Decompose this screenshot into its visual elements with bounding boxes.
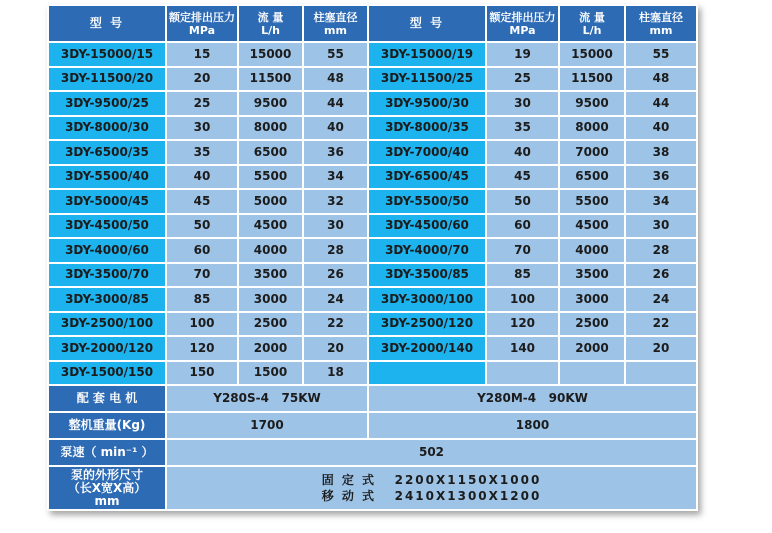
- right-pressure-cell: 70: [487, 239, 558, 262]
- left-pressure-cell: 120: [167, 337, 237, 360]
- right-model-cell: 3DY-5500/50: [369, 190, 485, 213]
- left-flow-cell: 2000: [239, 337, 302, 360]
- right-flow-cell: 3000: [560, 288, 624, 311]
- right-plunger-cell: 38: [626, 141, 696, 164]
- left-plunger-cell: 34: [304, 166, 367, 189]
- right-plunger-cell: 40: [626, 117, 696, 140]
- dimensions-mobile: 移 动 式 2410X1300X1200: [321, 489, 542, 503]
- right-plunger-cell: 55: [626, 43, 696, 66]
- left-model-cell: 3DY-6500/35: [49, 141, 165, 164]
- right-plunger-cell: 34: [626, 190, 696, 213]
- dimensions-label-line3: mm: [94, 493, 120, 508]
- right-model-cell: 3DY-2000/140: [369, 337, 485, 360]
- right-model-cell: 3DY-2500/120: [369, 313, 485, 336]
- left-flow-cell: 8000: [239, 117, 302, 140]
- table-row: [49, 166, 696, 189]
- header-flow-label: 流 量: [257, 10, 284, 24]
- dimensions-values: [167, 467, 696, 509]
- dimensions-label-line2: （长X宽X高）: [67, 480, 147, 495]
- header-pressure-left: [167, 6, 237, 41]
- header-pressure-label: 额定排出压力: [489, 10, 556, 24]
- table-row: [49, 68, 696, 91]
- right-flow-cell: 4000: [560, 239, 624, 262]
- right-plunger-cell: 26: [626, 264, 696, 287]
- right-pressure-cell: 25: [487, 68, 558, 91]
- left-plunger-cell: 32: [304, 190, 367, 213]
- left-pressure-cell: 150: [167, 362, 237, 385]
- left-flow-cell: 5500: [239, 166, 302, 189]
- left-plunger-cell: 28: [304, 239, 367, 262]
- speed-label: 泵速（ min⁻¹ ）: [49, 440, 165, 465]
- right-flow-cell: 6500: [560, 166, 624, 189]
- footer-rows: [49, 386, 696, 509]
- motor-label: 配 套 电 机: [49, 386, 165, 411]
- right-plunger-cell: 36: [626, 166, 696, 189]
- left-plunger-cell: 26: [304, 264, 367, 287]
- right-flow-cell: 7000: [560, 141, 624, 164]
- right-pressure-cell: 19: [487, 43, 558, 66]
- left-plunger-cell: 30: [304, 215, 367, 238]
- header-flow-right: [560, 6, 624, 41]
- right-flow-cell: 11500: [560, 68, 624, 91]
- dimensions-row: [49, 467, 696, 509]
- header-flow-label: 流 量: [579, 10, 605, 24]
- weight-row: [49, 413, 696, 438]
- left-pressure-cell: 40: [167, 166, 237, 189]
- left-model-cell: 3DY-3500/70: [49, 264, 165, 287]
- header-flow-left: [239, 6, 302, 41]
- right-pressure-cell: 100: [487, 288, 558, 311]
- right-model-cell: 3DY-7000/40: [369, 141, 485, 164]
- right-pressure-cell: 30: [487, 92, 558, 115]
- motor-row: [49, 386, 696, 411]
- speed-row: [49, 440, 696, 465]
- header-model-left: 型 号: [49, 6, 165, 41]
- left-plunger-cell: 55: [304, 43, 367, 66]
- weight-right: 1800: [369, 413, 696, 438]
- motor-right: Y280M-4 90KW: [369, 386, 696, 411]
- right-model-cell: 3DY-3500/85: [369, 264, 485, 287]
- left-flow-cell: 4500: [239, 215, 302, 238]
- right-plunger-cell: 44: [626, 92, 696, 115]
- left-pressure-cell: 85: [167, 288, 237, 311]
- left-model-cell: 3DY-8000/30: [49, 117, 165, 140]
- left-model-cell: 3DY-5000/45: [49, 190, 165, 213]
- dimensions-label: [49, 467, 165, 509]
- right-model-cell: 3DY-11500/25: [369, 68, 485, 91]
- left-flow-cell: 2500: [239, 313, 302, 336]
- right-model-cell: 3DY-4500/60: [369, 215, 485, 238]
- left-model-cell: 3DY-9500/25: [49, 92, 165, 115]
- left-pressure-cell: 70: [167, 264, 237, 287]
- left-plunger-cell: 22: [304, 313, 367, 336]
- right-plunger-cell: 20: [626, 337, 696, 360]
- left-flow-cell: 9500: [239, 92, 302, 115]
- table-row: [49, 239, 696, 262]
- left-model-cell: 3DY-3000/85: [49, 288, 165, 311]
- table-row: [49, 288, 696, 311]
- left-plunger-cell: 24: [304, 288, 367, 311]
- left-plunger-cell: 18: [304, 362, 367, 385]
- dimensions-label-line1: 泵的外形尺寸: [70, 467, 143, 482]
- right-model-cell: 3DY-4000/70: [369, 239, 485, 262]
- left-plunger-cell: 44: [304, 92, 367, 115]
- right-plunger-cell: 28: [626, 239, 696, 262]
- right-pressure-cell: 60: [487, 215, 558, 238]
- header-plunger-left: [304, 6, 367, 41]
- right-pressure-cell: 35: [487, 117, 558, 140]
- right-plunger-cell: 24: [626, 288, 696, 311]
- left-plunger-cell: 40: [304, 117, 367, 140]
- table-row: [49, 215, 696, 238]
- left-flow-cell: 3500: [239, 264, 302, 287]
- left-model-cell: 3DY-2500/100: [49, 313, 165, 336]
- left-model-cell: 3DY-4000/60: [49, 239, 165, 262]
- right-pressure-cell: 85: [487, 264, 558, 287]
- header-flow-unit: L/h: [582, 23, 602, 37]
- right-flow-cell: 3500: [560, 264, 624, 287]
- left-pressure-cell: 15: [167, 43, 237, 66]
- left-flow-cell: 4000: [239, 239, 302, 262]
- left-pressure-cell: 45: [167, 190, 237, 213]
- header-row: [49, 6, 696, 41]
- pump-spec-table: [47, 4, 698, 511]
- right-empty-cell: [369, 362, 485, 385]
- left-model-cell: 3DY-15000/15: [49, 43, 165, 66]
- left-model-cell: 3DY-5500/40: [49, 166, 165, 189]
- header-pressure-label: 额定排出压力: [169, 10, 235, 24]
- table-row: [49, 313, 696, 336]
- table-row: [49, 141, 696, 164]
- left-flow-cell: 6500: [239, 141, 302, 164]
- left-plunger-cell: 36: [304, 141, 367, 164]
- right-flow-cell: 4500: [560, 215, 624, 238]
- table-row: [49, 43, 696, 66]
- left-plunger-cell: 48: [304, 68, 367, 91]
- table-row: [49, 337, 696, 360]
- table-row: [49, 362, 696, 385]
- left-flow-cell: 11500: [239, 68, 302, 91]
- right-empty-cell: [626, 362, 696, 385]
- header-plunger-label: 柱塞直径: [639, 10, 683, 24]
- left-flow-cell: 5000: [239, 190, 302, 213]
- header-model-right: 型 号: [369, 6, 485, 41]
- right-flow-cell: 2500: [560, 313, 624, 336]
- right-flow-cell: 15000: [560, 43, 624, 66]
- table-row: [49, 117, 696, 140]
- dimensions-fixed: 固 定 式 2200X1150X1000: [321, 473, 542, 487]
- weight-label: 整机重量(Kg): [49, 413, 165, 438]
- right-empty-cell: [560, 362, 624, 385]
- left-pressure-cell: 60: [167, 239, 237, 262]
- motor-left: Y280S-4 75KW: [167, 386, 367, 411]
- right-plunger-cell: 48: [626, 68, 696, 91]
- speed-value: 502: [167, 440, 696, 465]
- left-pressure-cell: 25: [167, 92, 237, 115]
- left-model-cell: 3DY-11500/20: [49, 68, 165, 91]
- header-plunger-label: 柱塞直径: [313, 10, 358, 24]
- left-model-cell: 3DY-2000/120: [49, 337, 165, 360]
- left-plunger-cell: 20: [304, 337, 367, 360]
- left-pressure-cell: 100: [167, 313, 237, 336]
- right-pressure-cell: 50: [487, 190, 558, 213]
- left-pressure-cell: 50: [167, 215, 237, 238]
- right-flow-cell: 8000: [560, 117, 624, 140]
- header-flow-unit: L/h: [261, 23, 280, 37]
- right-empty-cell: [487, 362, 558, 385]
- left-flow-cell: 15000: [239, 43, 302, 66]
- right-pressure-cell: 140: [487, 337, 558, 360]
- right-pressure-cell: 45: [487, 166, 558, 189]
- right-pressure-cell: 40: [487, 141, 558, 164]
- table-row: [49, 190, 696, 213]
- right-flow-cell: 9500: [560, 92, 624, 115]
- right-model-cell: 3DY-9500/30: [369, 92, 485, 115]
- header-pressure-unit: MPa: [509, 23, 536, 37]
- right-pressure-cell: 120: [487, 313, 558, 336]
- right-model-cell: 3DY-6500/45: [369, 166, 485, 189]
- header-plunger-right: [626, 6, 696, 41]
- header-plunger-unit: mm: [324, 23, 347, 37]
- left-pressure-cell: 30: [167, 117, 237, 140]
- left-flow-cell: 3000: [239, 288, 302, 311]
- right-flow-cell: 5500: [560, 190, 624, 213]
- weight-left: 1700: [167, 413, 367, 438]
- table-row: [49, 92, 696, 115]
- left-model-cell: 3DY-1500/150: [49, 362, 165, 385]
- header-pressure-unit: MPa: [188, 23, 216, 37]
- right-plunger-cell: 22: [626, 313, 696, 336]
- right-model-cell: 3DY-8000/35: [369, 117, 485, 140]
- left-pressure-cell: 35: [167, 141, 237, 164]
- left-pressure-cell: 20: [167, 68, 237, 91]
- right-model-cell: 3DY-3000/100: [369, 288, 485, 311]
- right-flow-cell: 2000: [560, 337, 624, 360]
- table-row: [49, 264, 696, 287]
- left-model-cell: 3DY-4500/50: [49, 215, 165, 238]
- spec-rows: [49, 43, 696, 384]
- right-plunger-cell: 30: [626, 215, 696, 238]
- header-pressure-right: [487, 6, 558, 41]
- left-flow-cell: 1500: [239, 362, 302, 385]
- right-model-cell: 3DY-15000/19: [369, 43, 485, 66]
- header-plunger-unit: mm: [649, 23, 673, 37]
